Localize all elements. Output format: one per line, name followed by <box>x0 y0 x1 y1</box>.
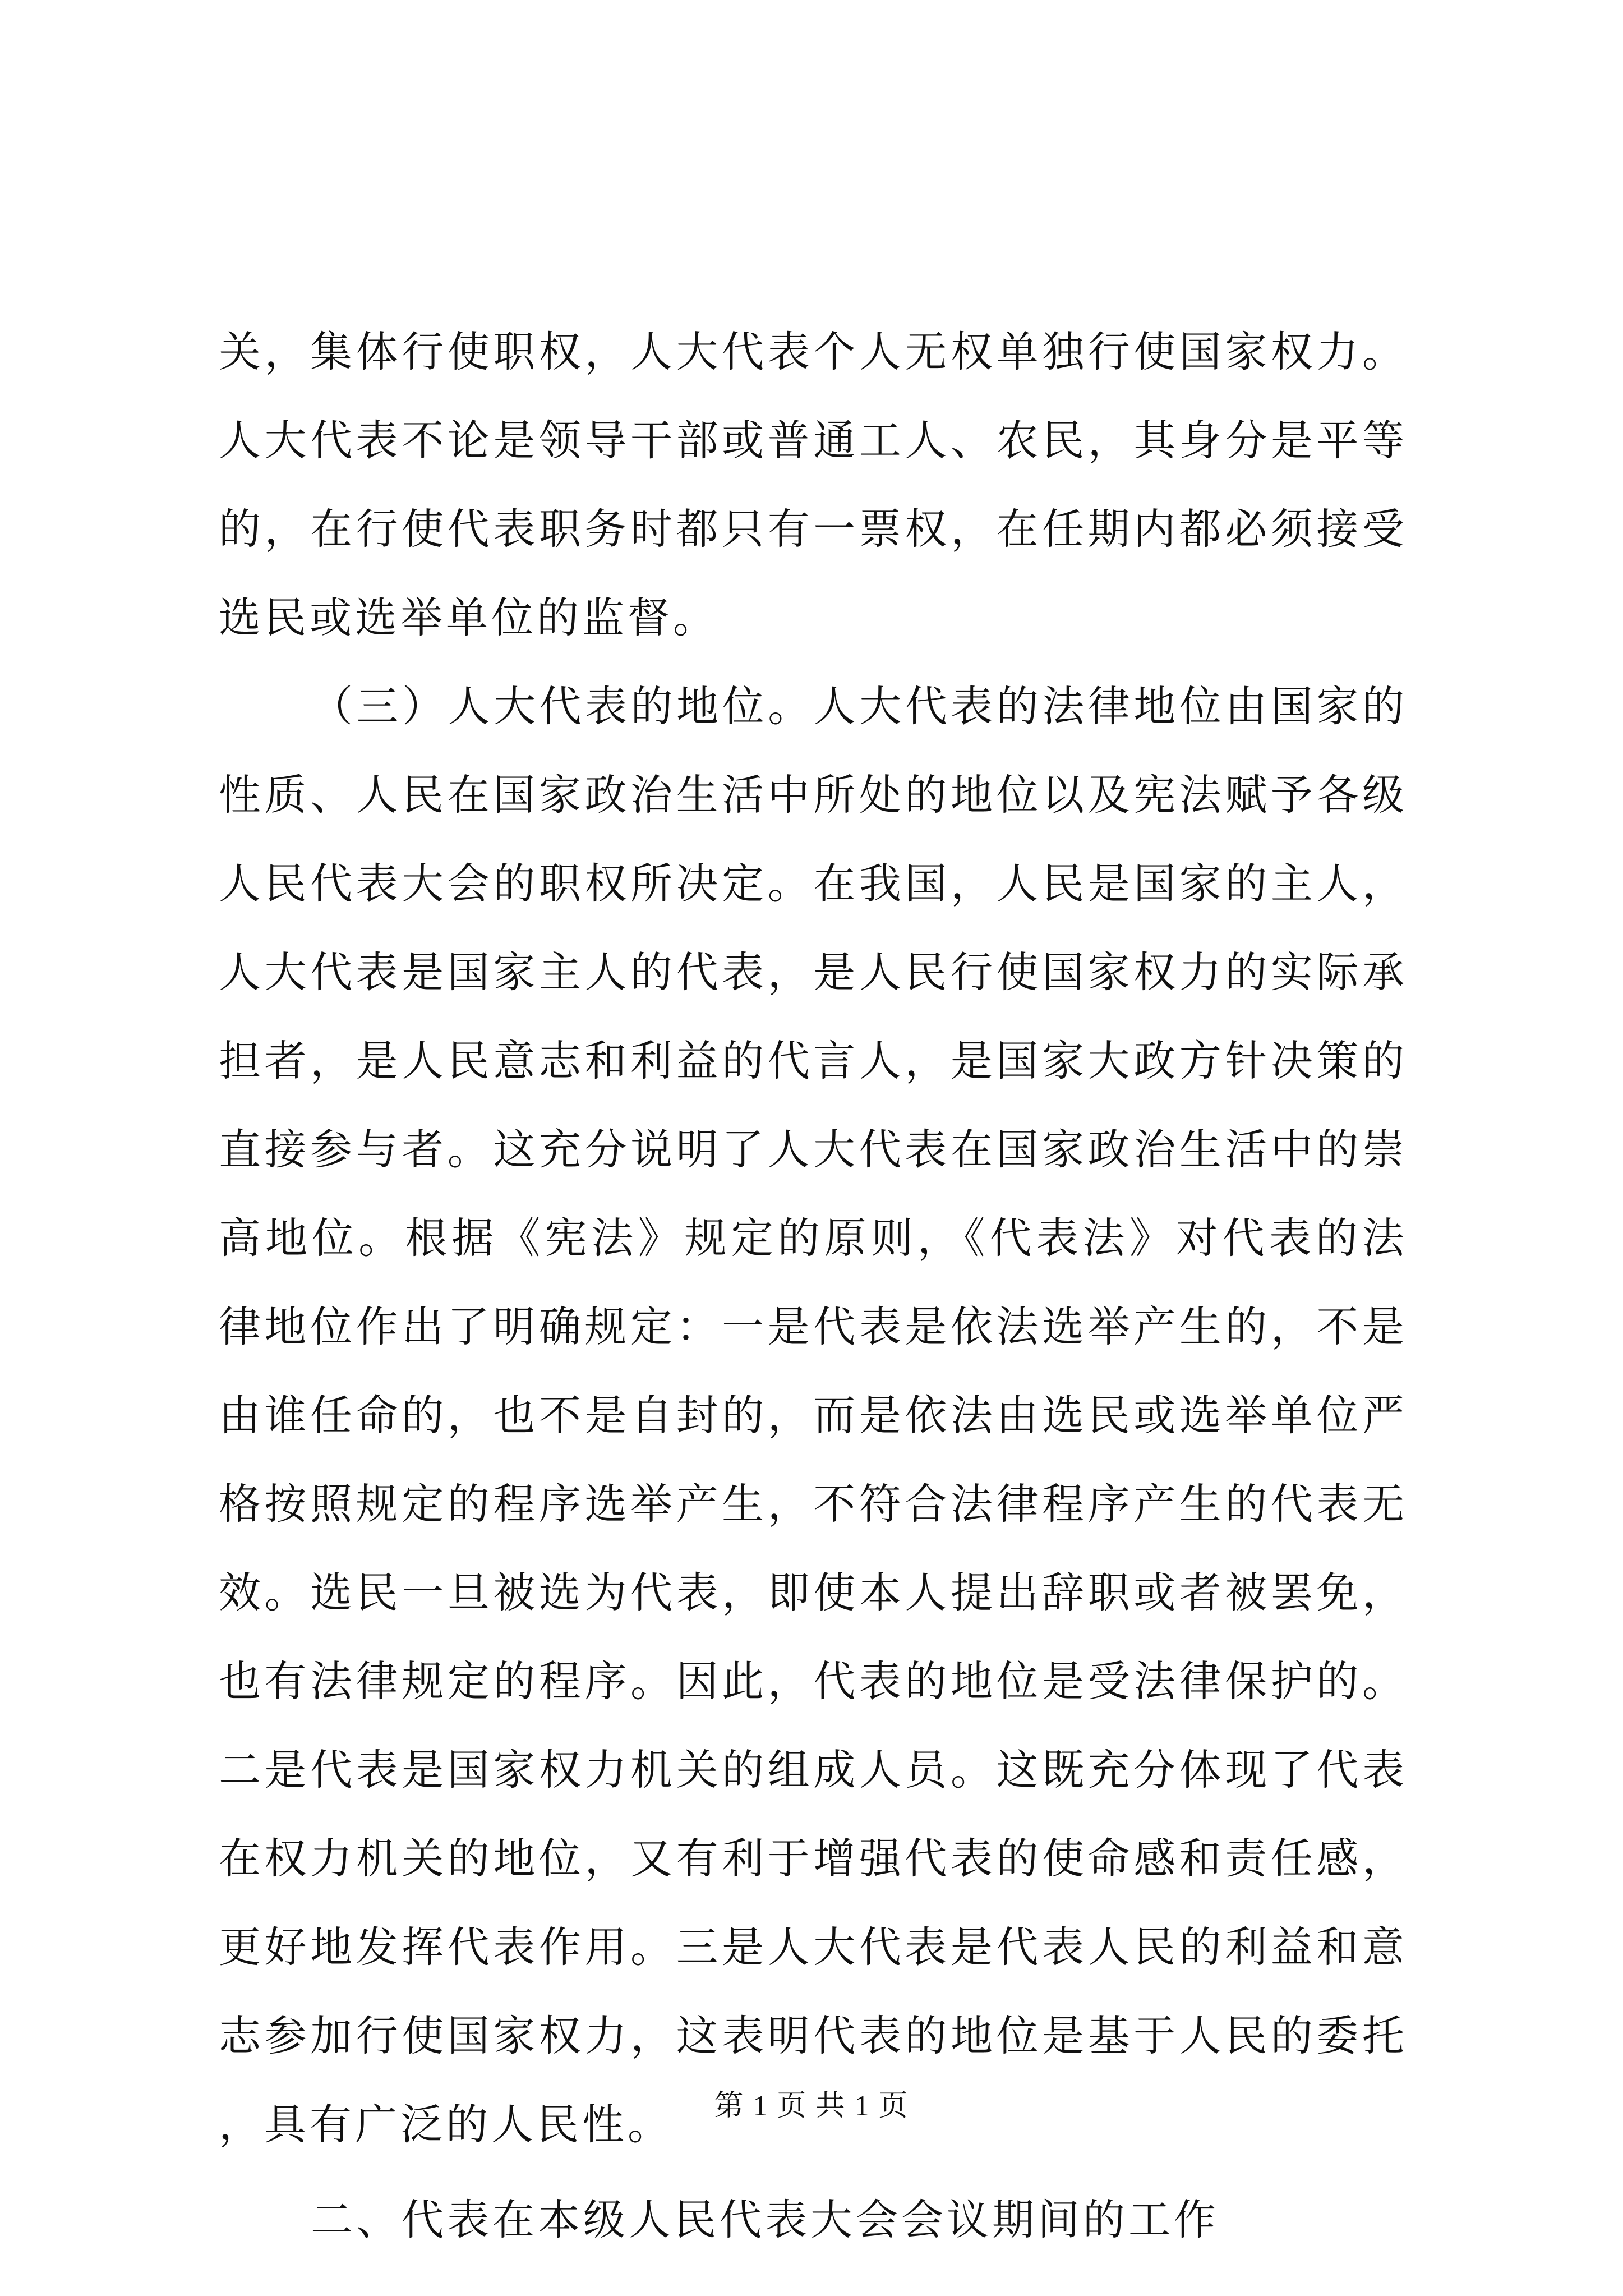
document-body <box>219 307 1408 2264</box>
paragraph-continued: 关，集体行使职权，人大代表个人无权单独行使国家权力。人大代表不论是领导干部或普通工人、农民，其身分是平等的，在行使代表职务时都只有一票权，在任期内都必须接受选民或选举单位的监督。 <box>219 327 1408 642</box>
paragraph-section-3-representative-status: （三）人大代表的地位。人大代表的法律地位由国家的性质、人民在国家政治生活中所处的地位以及宪法赋予各级人民代表大会的职权所决定。在我国，人民是国家的主人，人大代表是国家主人的代表，是人民行使国家权力的实际承担者，是人民意志和利益的代言人，是国家大政方针决策的直接参与者。这充分说明了人大代表在国家政治生活中的崇高地位。根据《宪法》规定的原则，《代表法》对代表的法律地位作出了明确规定：一是代表是依法选举产生的，不是由谁任命的，也不是自封的，而是依法由选民或选举单位严格按照规定的程序选举产生，不符合法律程序产生的代表无效。选民一旦被选为代表，即使本人提出辞职或者被罢免，也有法律规定的程序。因此，代表的地位是受法律保护的。二是代表是国家权力机关的组成人员。这既充分体现了代表在权力机关的地位，又有利于增强代表的使命感和责任感，更好地发挥代表作用。三是人大代表是代表人民的利益和意志参加行使国家权力，这表明代表的地位是基于人民的委托，具有广泛的人民性。 <box>219 682 1408 2149</box>
section-heading-2: 二、代表在本级人民代表大会会议期间的工作 <box>311 2195 1220 2244</box>
page-footer: 第 1 页 共 1 页 <box>714 2090 909 2122</box>
